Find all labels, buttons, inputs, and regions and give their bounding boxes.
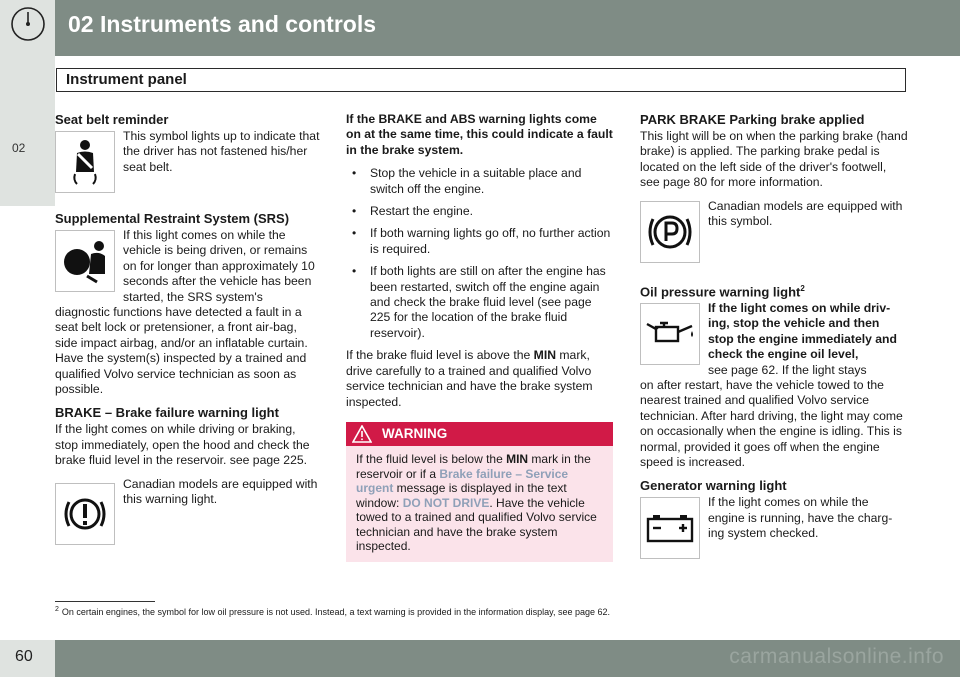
- seatbelt-icon: [65, 138, 105, 186]
- chapter-icon-tab: [0, 0, 55, 56]
- column-3: [640, 112, 908, 563]
- warning-label: WARNING: [382, 426, 448, 442]
- column-2: [346, 112, 613, 562]
- airbag-icon: [61, 238, 109, 284]
- park-brake-text: This light will be on when the parking brake (hand brake) is applied. The parking brake pedal is located on the left side of the driver's footwell, see page 80 for more information.: [640, 129, 908, 190]
- brake-canadian-text: Canadian models are equipped with this warning light.: [123, 476, 318, 507]
- park-brake-heading: PARK BRAKE Parking brake applied: [640, 112, 865, 127]
- list-item: • If both warning lights go off, no further action is required.: [346, 226, 613, 257]
- action-list: [346, 166, 613, 341]
- oil-pressure-text-rest: on after restart, have the vehicle towed to the nearest trained and qualified Volvo service technician. After hard driving, the light may come on occasionally when the engine is idling. This is normal, provided it goes off when the engine speed is increased.: [640, 377, 903, 470]
- oil-pressure-bold-text: If the light comes on while driv-ing, stop the vehicle and then stop the engine immediately and check the engine oil level,: [708, 300, 897, 362]
- watermark: carmanualsonline.info: [729, 645, 944, 668]
- oil-pressure-text-wrapped: see page 62. If the light stays: [708, 362, 867, 377]
- brake-warning-icon: [61, 490, 109, 538]
- oil-pressure-figure: [640, 303, 700, 365]
- warning-triangle-icon: [352, 425, 372, 443]
- battery-icon: [645, 511, 695, 545]
- brake-heading: BRAKE – Brake failure warning light: [55, 405, 279, 421]
- brake-abs-intro: If the BRAKE and ABS warning lights come on at the same time, this could indicate a fault in the brake system.: [346, 112, 613, 157]
- seatbelt-text: This symbol lights up to indicate that the driver has not fastened his/her seat belt.: [123, 129, 320, 174]
- warning-header: [346, 422, 613, 446]
- airbag-figure: [55, 230, 115, 292]
- park-brake-icon: [645, 208, 695, 256]
- gauge-icon: [10, 6, 46, 42]
- oil-can-icon: [644, 316, 696, 352]
- park-brake-canadian-text: Canadian models are equipped with this symbol.: [708, 198, 903, 229]
- warning-text: If the fluid level is below the MIN mark in the reservoir or if a Brake failure – Service urgent message is displayed in the text window: DO NOT DRIVE. Have the vehicle towed to a trained and qualified Volvo service technician and have the brake system inspected.: [346, 446, 613, 562]
- srs-text-rest: diagnostic functions have detected a fault in a seat belt lock or pretensioner, a front air-bag, side impact airbag, and/or an inflatable curtain. Have the system(s) inspected by a trained and qualified Volvo service technician as soon as possible.: [55, 305, 308, 397]
- side-tab: [0, 56, 55, 206]
- seatbelt-heading: Seat belt reminder: [55, 112, 169, 127]
- side-tab-label: 02: [12, 141, 26, 155]
- page-number: 60: [15, 648, 33, 665]
- chapter-title: 02 Instruments and controls: [68, 11, 377, 37]
- list-item: • If both lights are still on after the engine has been restarted, switch off the engine again and check the brake fluid level (see page 225 for the location of the brake fluid reservoir).: [346, 264, 613, 341]
- footnote-rule: [55, 601, 155, 602]
- generator-figure: [640, 497, 700, 559]
- park-brake-figure: [640, 201, 700, 263]
- generator-text: If the light comes on while the engine is running, have the charg-ing system checked.: [708, 495, 893, 541]
- brake-text: If the light comes on while driving or braking, stop immediately, open the hood and check the brake fluid level in the reservoir. see page 225.: [55, 422, 310, 468]
- brake-figure: [55, 483, 115, 545]
- warning-box: [346, 422, 613, 562]
- footnote: $^2$ On certain engines, the symbol for low oil pressure is not used. Instead, a text warning is provided in the information display, see page 62.: [55, 606, 611, 617]
- srs-heading: Supplemental Restraint System (SRS): [55, 211, 290, 226]
- srs-text-wrapped: If this light comes on while the vehicle is being driven, or remains on for longer than approximately 10 seconds after the vehicle has been started, the SRS system's: [123, 228, 315, 304]
- column-1: [55, 112, 320, 549]
- seatbelt-figure: [55, 131, 115, 193]
- section-title: Instrument panel: [66, 71, 187, 88]
- min-paragraph: If the brake fluid level is above the MIN mark, drive carefully to a trained and qualified Volvo service technician and have the brake system inspected.: [346, 348, 593, 409]
- list-item: • Restart the engine.: [346, 204, 613, 219]
- list-item: • Stop the vehicle in a suitable place and switch off the engine.: [346, 166, 613, 197]
- generator-heading: Generator warning light: [640, 478, 787, 494]
- oil-pressure-heading: Oil pressure warning light$^2$: [640, 283, 805, 299]
- section-header: [56, 68, 906, 92]
